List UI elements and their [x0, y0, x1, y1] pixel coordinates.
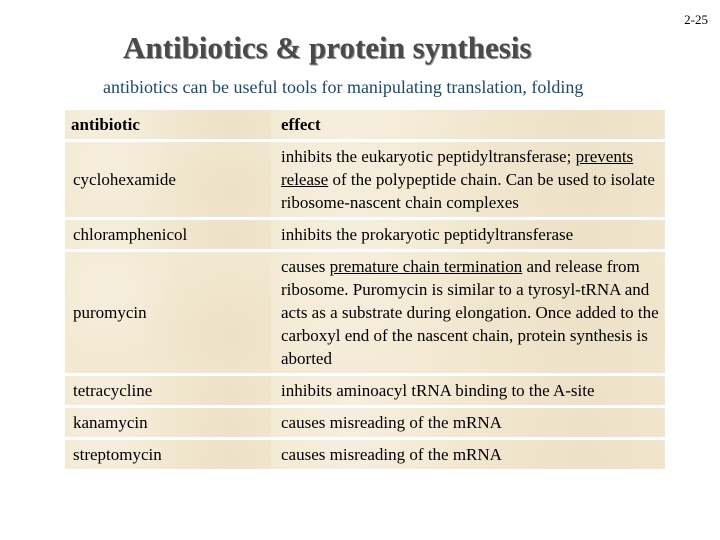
antibiotic-name: kanamycin: [65, 408, 271, 437]
effect-text: of the polypeptide chain. Can be used to isolate ribosome-nascent chain complexes: [281, 170, 655, 212]
effect-text: and release from ribosome. Puromycin is similar to a tyrosyl-tRNA and acts as a substrate during elongation. Once added to the carboxyl end of the nascent chain, protein synthesis is aborted: [281, 257, 659, 368]
header-effect: effect: [271, 110, 665, 139]
table-row: [65, 408, 665, 437]
table-row: [65, 220, 665, 249]
table-row: [65, 376, 665, 405]
effect-underlined-text: prevents release: [281, 147, 634, 189]
antibiotic-name: streptomycin: [65, 440, 271, 469]
antibiotic-effect: causes misreading of the mRNA: [271, 408, 665, 437]
effect-underlined-text: premature chain termination: [329, 257, 523, 276]
page-subtitle: antibiotics can be useful tools for manipulating translation, folding: [103, 77, 584, 97]
antibiotic-name: puromycin: [65, 252, 271, 373]
table-header-row: [65, 110, 665, 139]
antibiotic-effect: [271, 252, 665, 373]
table-row: [65, 440, 665, 469]
antibiotic-effect: inhibits the prokaryotic peptidyltransferase: [271, 220, 665, 249]
antibiotic-name: tetracycline: [65, 376, 271, 405]
antibiotic-effect: causes misreading of the mRNA: [271, 440, 665, 469]
page-title: Antibiotics & protein synthesis: [123, 30, 532, 65]
effect-text: causes: [281, 257, 330, 276]
table-row: [65, 142, 665, 217]
table-row: [65, 252, 665, 373]
page-number: 2-25: [684, 12, 708, 27]
antibiotic-effect: inhibits aminoacyl tRNA binding to the A-site: [271, 376, 665, 405]
antibiotics-table: [65, 107, 665, 472]
header-antibiotic: antibiotic: [65, 110, 271, 139]
antibiotic-name: cyclohexamide: [65, 142, 271, 217]
antibiotic-effect: [271, 142, 665, 217]
antibiotic-name: chloramphenicol: [65, 220, 271, 249]
effect-text: inhibits the eukaryotic peptidyltransferase;: [281, 147, 576, 166]
